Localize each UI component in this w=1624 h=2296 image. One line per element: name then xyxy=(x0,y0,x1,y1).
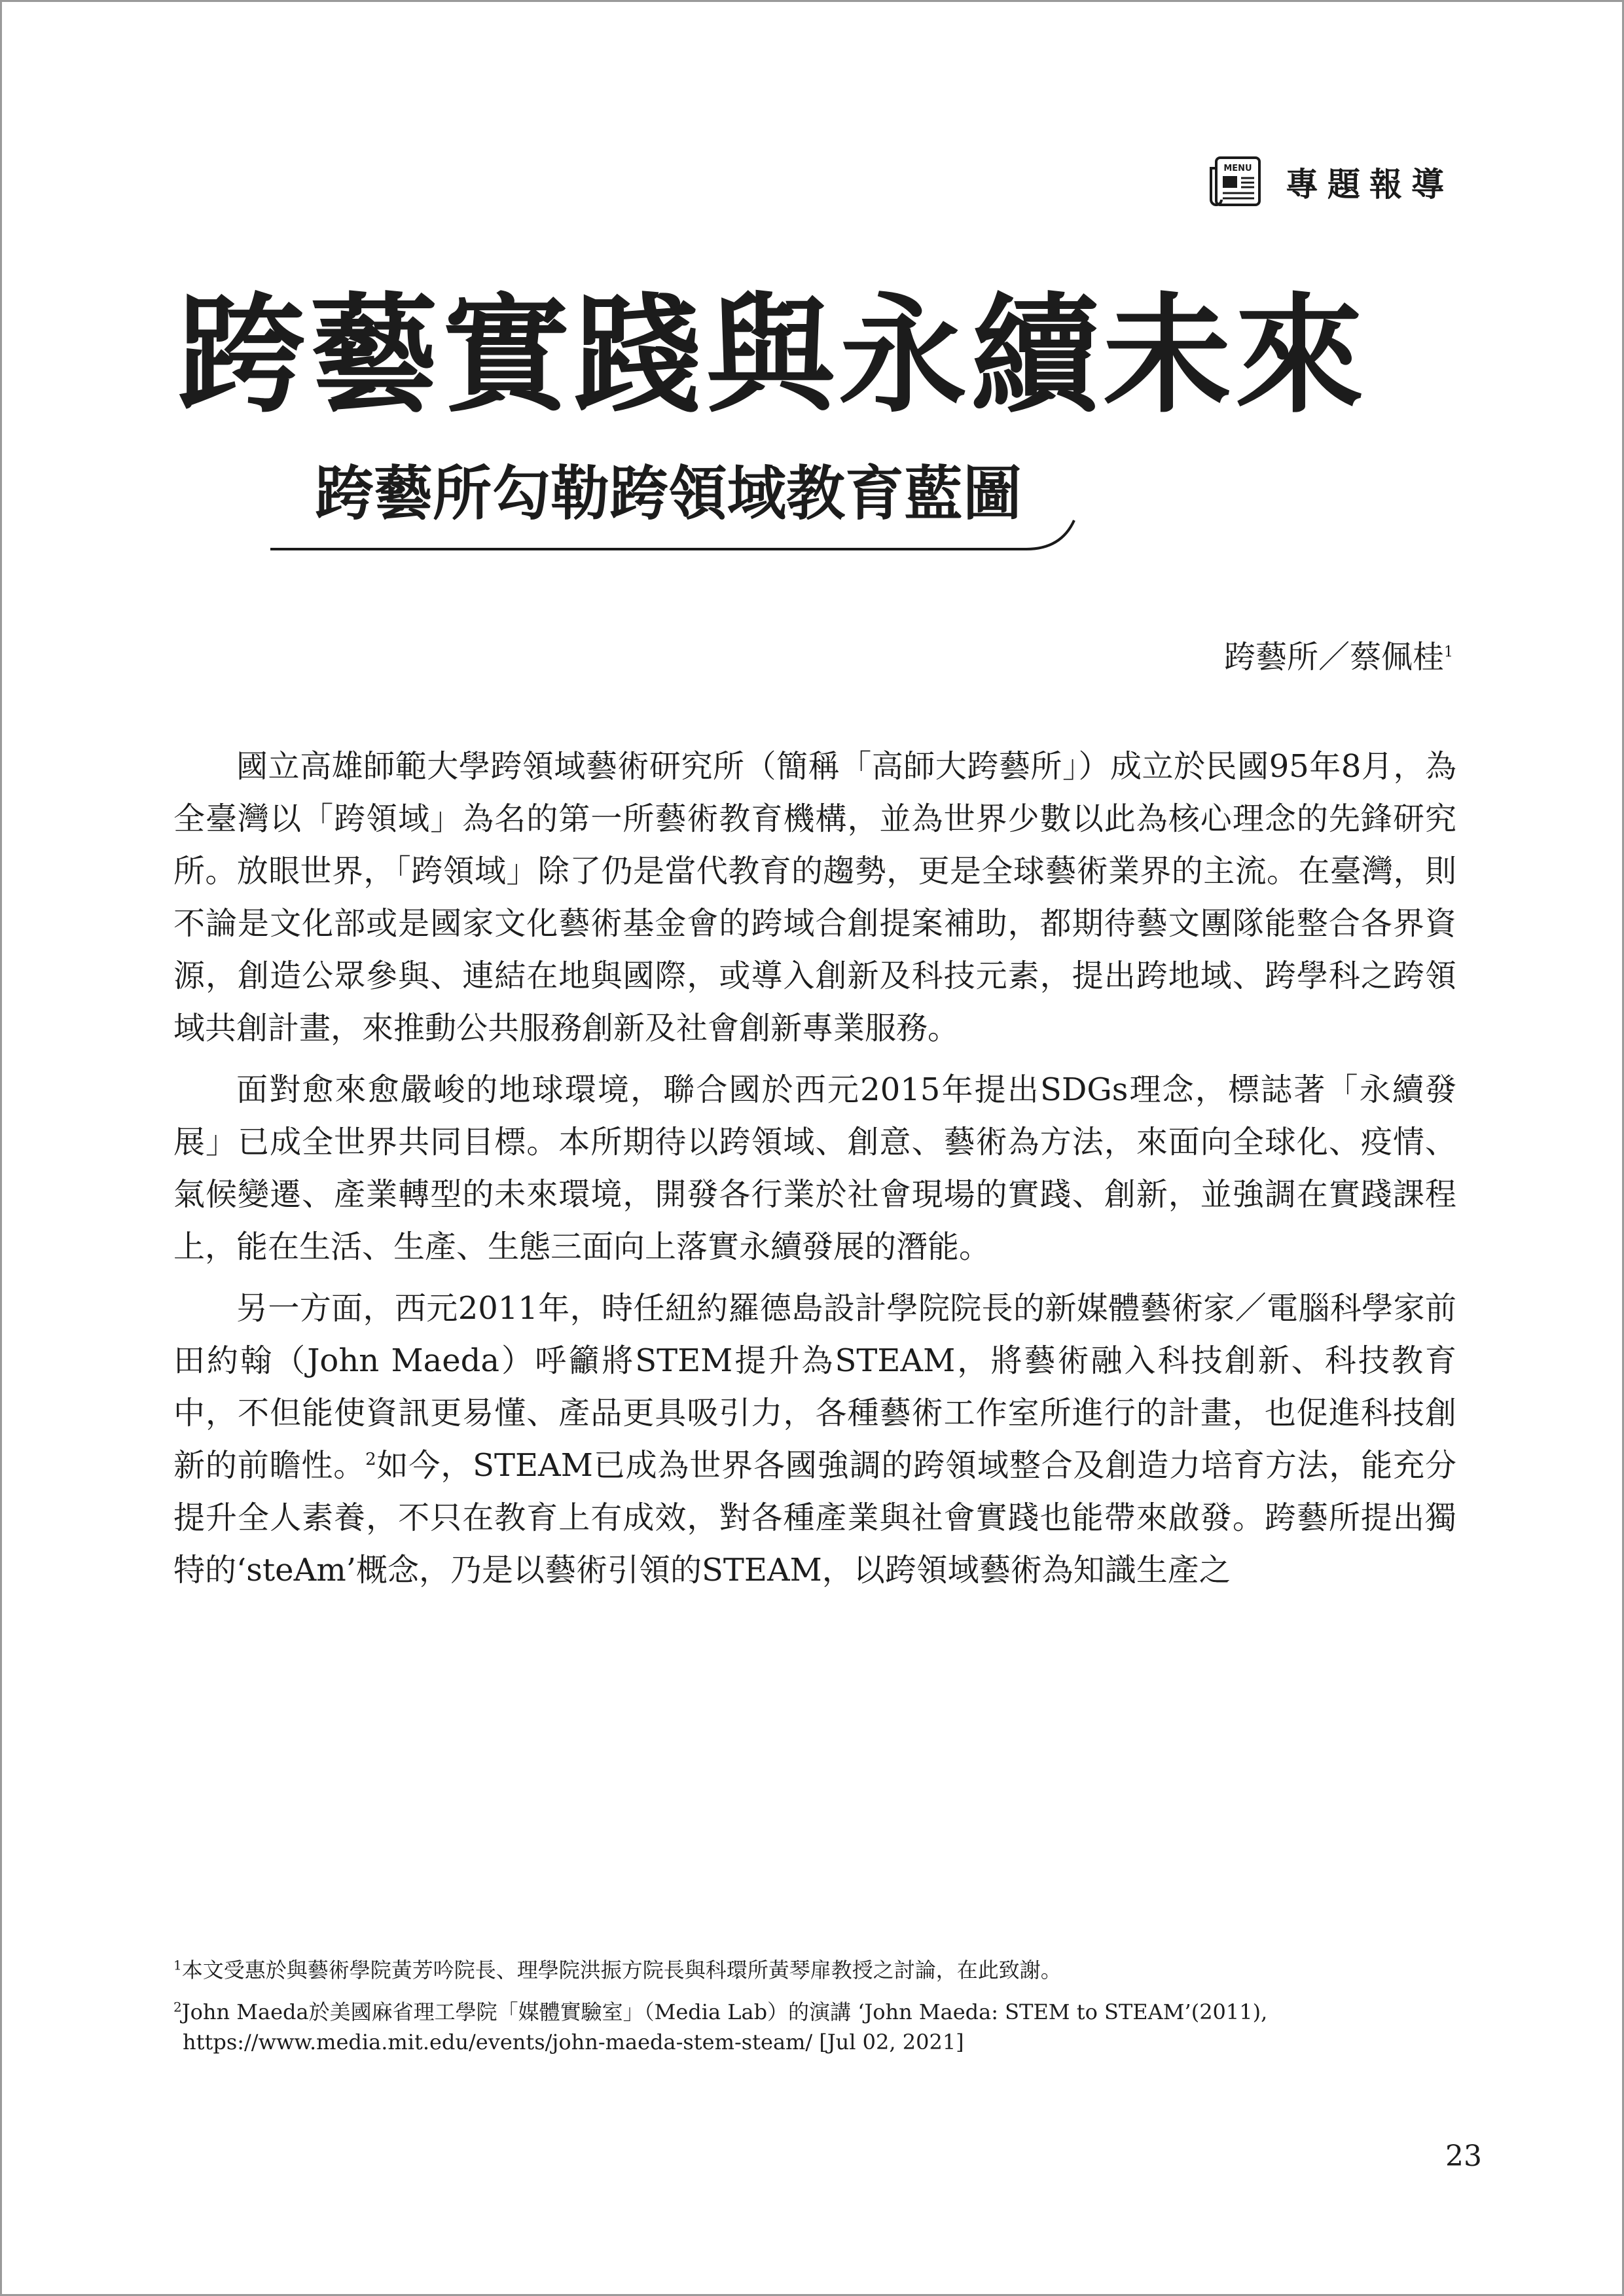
footnote xyxy=(173,1997,1456,2057)
byline-footnote-ref: 1 xyxy=(1444,644,1453,660)
footnote-text: 本文受惠於與藝術學院黃芳吟院長、理學院洪振方院長與科環所黃琴扉教授之討論，在此致謝。 xyxy=(181,1958,1062,1982)
footnotes xyxy=(173,1955,1456,2069)
article-subtitle: 跨藝所勾勒跨領域教育藍圖 xyxy=(315,459,1022,528)
body-paragraph: 國立高雄師範大學跨領域藝術研究所（簡稱「高師大跨藝所」）成立於民國95年8月，為全臺灣以「跨領域」為名的第一所藝術教育機構，並為世界少數以此為核心理念的先鋒研究所。放眼世界，「跨領域」除了仍是當代教育的趨勢，更是全球藝術業界的主流。在臺灣，則不論是文化部或是國家文化藝術基金會的跨域合創提案補助，都期待藝文團隊能整合各界資源，創造公眾參與、連結在地與國際，或導入創新及科技元素，提出跨地域、跨學科之跨領域共創計畫，來推動公共服務創新及社會創新專業服務。 xyxy=(173,748,1456,1047)
paragraph-text: 另一方面，西元2011年，時任紐約羅德島設計學院院長的新媒體藝術家／電腦科學家前田約翰（John Maeda）呼籲將STEM提升為STEAM，將藝術融入科技創新、科技教育中，不但能使資訊更易懂、產品更具吸引力，各種藝術工作室所進行的計畫，也促進科技創新的前瞻性。 xyxy=(173,1290,1456,1484)
page-number: 23 xyxy=(1445,2140,1482,2173)
byline-author: 跨藝所／蔡佩桂 xyxy=(1223,639,1444,675)
newspaper-icon xyxy=(1207,156,1263,207)
article-body xyxy=(173,740,1456,1605)
paragraph-text: 如今，STEAM已成為世界各國強調的跨領域整合及創造力培育方法，能充分提升全人素養，不只在教育上有成效，對各種產業與社會實踐也能帶來啟發。跨藝所提出獨特的‘steAm’概念，乃是以藝術引領的STEAM，以跨領域藝術為知識生產之 xyxy=(173,1447,1456,1588)
newspaper-icon-text: MENU xyxy=(1223,164,1252,173)
footnote-number: 1 xyxy=(173,1957,182,1973)
footnote-text: John Maeda於美國麻省理工學院「媒體實驗室」（Media Lab）的演講 ‘John Maeda: STEM to STEAM’(2011), xyxy=(181,2000,1268,2024)
footnote-ref: 2 xyxy=(365,1450,376,1469)
subtitle-underline xyxy=(264,512,1089,558)
footnote-url[interactable]: https://www.media.mit.edu/events/john-maeda-stem-steam/ [Jul 02, 2021] xyxy=(183,2030,964,2054)
body-paragraph: 面對愈來愈嚴峻的地球環境，聯合國於西元2015年提出SDGs理念，標誌著「永續發展」已成全世界共同目標。本所期待以跨領域、創意、藝術為方法，來面向全球化、疫情、氣候變遷、產業轉型的未來環境，開發各行業於社會現場的實踐、創新，並強調在實踐課程上，能在生活、生產、生態三面向上落實永續發展的潛能。 xyxy=(173,1071,1456,1265)
section-label: 專題報導 xyxy=(1286,166,1453,204)
byline xyxy=(1224,634,1453,680)
article-title: 跨藝實踐與永續未來 xyxy=(177,280,1368,431)
body-paragraph xyxy=(173,1282,1456,1596)
section-tag xyxy=(1207,156,1453,207)
footnote-number: 2 xyxy=(173,1999,182,2015)
footnote xyxy=(173,1955,1456,1985)
